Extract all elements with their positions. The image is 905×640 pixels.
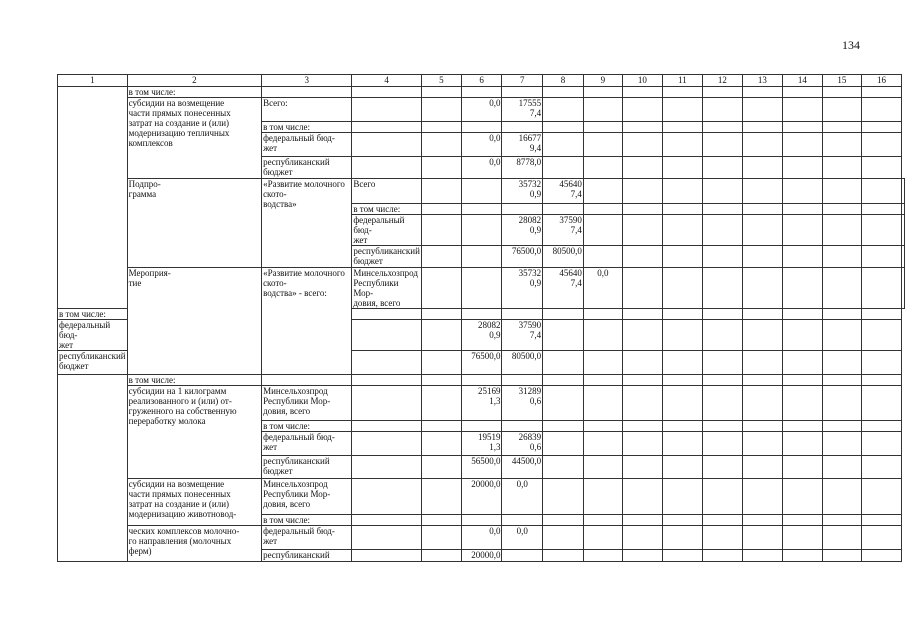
type-cell	[58, 87, 128, 309]
col-header: 1	[58, 75, 128, 87]
source-label: в том числе:	[262, 122, 352, 133]
source-label: в том числе:	[262, 421, 352, 432]
col-header: 3	[262, 75, 352, 87]
table-row	[58, 179, 905, 204]
source-label: республиканский бюджет	[353, 246, 420, 266]
source-label: федеральный бюд- жет	[262, 133, 352, 157]
program-description: «Развитие молочного ското- водства»	[262, 179, 352, 268]
value-cell: 25169 1,3	[461, 386, 502, 421]
col-header: 14	[782, 75, 822, 87]
value-cell: 20000,0	[461, 479, 502, 515]
col-header: 12	[702, 75, 742, 87]
value-cell: 35732 0,9	[502, 268, 543, 309]
source-label: Минсельхозпрод Республики Мор- довия, всего	[262, 386, 352, 421]
source-label: федеральный бюд- жет	[352, 215, 422, 246]
value-cell: 56500,0	[461, 456, 502, 479]
source-label: Всего:	[262, 98, 352, 122]
value-cell: 26839 0,6	[502, 432, 543, 456]
including-label: в том числе:	[127, 375, 261, 386]
value-cell: 19519 1,3	[461, 432, 502, 456]
source-label: в том числе:	[58, 309, 128, 320]
source-label: федеральный бюд- жет	[262, 526, 352, 550]
table-row	[58, 479, 905, 515]
measure-description: субсидии на возмещение части прямых понесенных затрат на создание и (или) модернизацию тепличных комплексов	[127, 98, 261, 179]
value-cell: 20000,0	[461, 550, 502, 562]
source-label: Всего	[352, 179, 422, 204]
value-cell: 0,0	[461, 133, 502, 157]
measure-description: субсидии на возмещение части прямых понесенных затрат на создание и (или) модернизацию животновод-	[127, 479, 261, 526]
value-cell: 80500,0	[502, 351, 543, 375]
source-label: республиканский бюджет	[262, 157, 352, 179]
table-row	[58, 87, 905, 98]
measure-type: Мероприя- тие	[127, 268, 261, 375]
source-label: в том числе:	[352, 204, 422, 215]
col-header: 2	[127, 75, 261, 87]
value-cell: 35732 0,9	[502, 179, 543, 204]
value-cell: 80500,0	[543, 246, 584, 268]
value-cell: 0,0	[461, 98, 502, 122]
source-label: республиканский бюджет	[58, 351, 128, 375]
source-label: Минсельхозпрод Республики Мор- довия, всего	[262, 479, 352, 515]
measure-description: субсидии на 1 килограмм реализованного и (или) от- груженного на собственную переработку молока	[127, 386, 261, 479]
type-cell	[58, 375, 128, 562]
col-header: 5	[421, 75, 461, 87]
table-row	[58, 268, 905, 309]
page-number: 134	[842, 38, 860, 52]
source-label: республиканский бюджет	[262, 456, 352, 479]
col-header: 9	[583, 75, 622, 87]
value-cell: 8778,0	[502, 157, 543, 179]
table-row	[58, 98, 905, 122]
source-label: Минсельхозпрод Республики Мор- довия, всего	[352, 268, 422, 309]
col-header: 6	[461, 75, 502, 87]
source-label: федеральный бюд- жет	[262, 432, 352, 456]
col-header: 16	[861, 75, 901, 87]
table-row	[58, 526, 905, 550]
col-header: 4	[352, 75, 422, 87]
value-cell: 17555 7,4	[502, 98, 543, 122]
value-cell: 0,0	[583, 268, 622, 309]
value-cell: 0,0	[461, 157, 502, 179]
budget-table	[57, 74, 905, 562]
value-cell: 0,0	[502, 526, 543, 550]
col-header: 10	[622, 75, 662, 87]
value-cell: 45640 7,4	[543, 179, 584, 204]
source-label: в том числе:	[262, 515, 352, 526]
source-label: федеральный бюд- жет	[58, 320, 128, 351]
value-cell: 44500,0	[502, 456, 543, 479]
value-cell: 28082 0,9	[502, 215, 543, 246]
measure-description-continued: ческих комплексов молочно- го направления (молочных ферм)	[127, 526, 261, 562]
measure-title: «Развитие молочного ското- водства» - всего:	[262, 268, 352, 375]
value-cell: 37590 7,4	[543, 215, 584, 246]
value-cell	[502, 550, 543, 562]
value-cell: 76500,0	[461, 351, 502, 375]
value-cell: 31289 0,6	[502, 386, 543, 421]
col-header: 15	[822, 75, 861, 87]
value-cell: 0,0	[502, 479, 543, 515]
table-row	[58, 386, 905, 421]
value-cell: 0,0	[461, 526, 502, 550]
header-row	[58, 75, 905, 87]
table-row	[58, 375, 905, 386]
col-header: 13	[742, 75, 782, 87]
value-cell: 28082 0,9	[461, 320, 502, 351]
col-header: 8	[543, 75, 584, 87]
col-header: 11	[662, 75, 702, 87]
source-label: республиканский	[262, 550, 352, 562]
value-cell: 45640 7,4	[543, 268, 584, 309]
including-label: в том числе:	[127, 87, 261, 98]
value-cell: 16677 9,4	[502, 133, 543, 157]
value-cell: 76500,0	[502, 246, 543, 268]
col-header: 7	[502, 75, 543, 87]
program-type: Подпро- грамма	[127, 179, 261, 268]
value-cell: 37590 7,4	[502, 320, 543, 351]
